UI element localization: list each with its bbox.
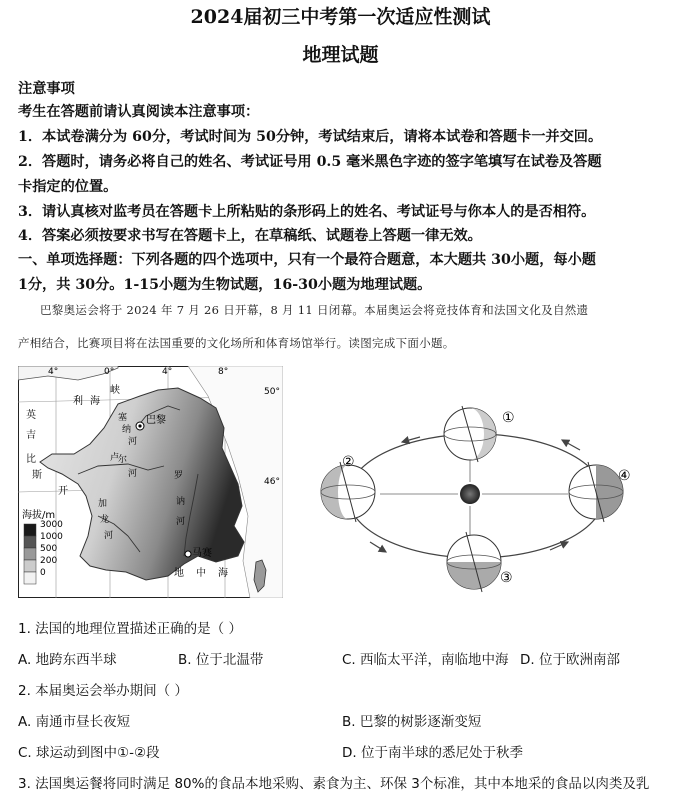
legend-value: 200 (40, 556, 58, 566)
earth-position-3 (447, 532, 501, 592)
question-stem: 2. 本届奥运会举办期间（ ） (18, 683, 188, 699)
option-b[interactable]: B. 巴黎的树影逐渐变短 (342, 714, 482, 730)
map-label: 塞 (118, 413, 128, 423)
map-label: 中 (196, 568, 206, 579)
position-label: ④ (618, 468, 631, 484)
map-lat-label: 46° (264, 477, 280, 487)
legend-value: 500 (40, 544, 58, 554)
legend-value: 0 (40, 568, 46, 578)
map-label: 河 (128, 469, 138, 479)
section-instruction: 1分，共 30分。1-15小题为生物试题，16-30小题为地理试题。 (18, 277, 432, 293)
map-label: 开 (58, 486, 68, 497)
option-c[interactable]: C. 球运动到图中①-②段 (18, 745, 160, 761)
question-stem: 3. 法国奥运餐将同时满足 80%的食品本地采购、素食为主、环保 3个标准，其中本地采的食品以肉类及乳 (18, 776, 650, 792)
paris-label: 巴黎 (146, 415, 166, 426)
notice-item: 3．请认真核对监考员在答题卡上所粘贴的条形码上的姓名、考试证号与你本人的是否相符。 (18, 204, 596, 220)
map-label: 讷 (176, 497, 186, 507)
position-label: ② (342, 454, 355, 470)
exam-subject: 地理试题 (302, 44, 379, 66)
map-label: 罗 (174, 471, 184, 481)
map-label: 尔 (118, 455, 128, 465)
context-text: 产相结合，比赛项目将在法国重要的文化场所和体育场馆举行。读图完成下面小题。 (18, 336, 455, 350)
position-label: ③ (500, 570, 513, 586)
map-lon-label: 8° (218, 367, 229, 377)
map-label: 海 (218, 568, 228, 579)
notice-item: 卡指定的位置。 (18, 179, 118, 195)
map-lon-label: 0° (104, 367, 115, 377)
map-label: 地 (174, 568, 184, 579)
marseille-marker (185, 551, 191, 557)
option-b[interactable]: B. 位于北温带 (178, 652, 264, 668)
notice-item: 1．本试卷满分为 60分，考试时间为 50分钟，考试结束后，请将本试卷和答题卡一并交回。 (18, 129, 603, 145)
section-instruction: 一、单项选择题：下列各题的四个选项中，只有一个最符合题意，本大题共 30小题，每小题 (18, 252, 596, 268)
map-label: 利 (73, 396, 83, 407)
map-lon-label: 4° (48, 367, 59, 377)
notice-heading: 注意事项 (18, 81, 75, 97)
notice-item: 4．答案必须按要求书写在答题卡上，在草稿纸、试题卷上答题一律无效。 (18, 228, 482, 244)
map-label: 河 (128, 437, 138, 447)
map-label: 卢 (110, 453, 120, 463)
map-label: 峡 (110, 385, 120, 396)
map-label: 斯 (32, 470, 42, 481)
option-a[interactable]: A. 地跨东西半球 (18, 652, 117, 668)
sun-icon (460, 484, 480, 504)
option-d[interactable]: D. 位于南半球的悉尼处于秋季 (342, 745, 523, 761)
map-label: 河 (176, 517, 186, 527)
map-lon-label: 4° (162, 367, 173, 377)
map-label: 吉 (26, 430, 36, 441)
earth-orbit-diagram (310, 392, 650, 602)
notice-item: 2．答题时，请务必将自己的姓名、考试证号用 0.5 毫米黑色字迹的签字笔填写在试卷及答题 (18, 154, 602, 170)
exam-title: 2024届初三中考第一次适应性测试 (190, 6, 491, 28)
map-label: 比 (26, 454, 36, 465)
map-label: 河 (104, 531, 114, 541)
earth-position-1 (444, 406, 496, 462)
map-label: 海 (90, 396, 100, 407)
marseille-label: 马赛 (192, 548, 212, 559)
legend-value: 1000 (40, 532, 63, 542)
map-label: 英 (26, 410, 36, 421)
france-map (18, 366, 283, 598)
option-c[interactable]: C. 西临太平洋，南临地中海 (342, 652, 509, 668)
question-stem: 1. 法国的地理位置描述正确的是（ ） (18, 621, 242, 637)
notice-intro: 考生在答题前请认真阅读本注意事项： (18, 104, 260, 120)
option-a[interactable]: A. 南通市昼长夜短 (18, 714, 131, 730)
map-label: 龙 (100, 515, 110, 525)
map-label: 纳 (122, 425, 132, 435)
map-lat-label: 50° (264, 387, 280, 397)
position-label: ① (502, 410, 515, 426)
map-label: 加 (98, 499, 108, 509)
option-d[interactable]: D. 位于欧洲南部 (520, 652, 620, 668)
legend-value: 3000 (40, 520, 63, 530)
earth-position-4 (569, 462, 623, 522)
earth-position-2 (321, 462, 375, 522)
legend-title: 海拔/m (22, 510, 56, 521)
context-text: 巴黎奥运会将于 2024 年 7 月 26 日开幕，8 月 11 日闭幕。本届奥运会将竞技体育和法国文化及自然遗 (40, 303, 589, 317)
